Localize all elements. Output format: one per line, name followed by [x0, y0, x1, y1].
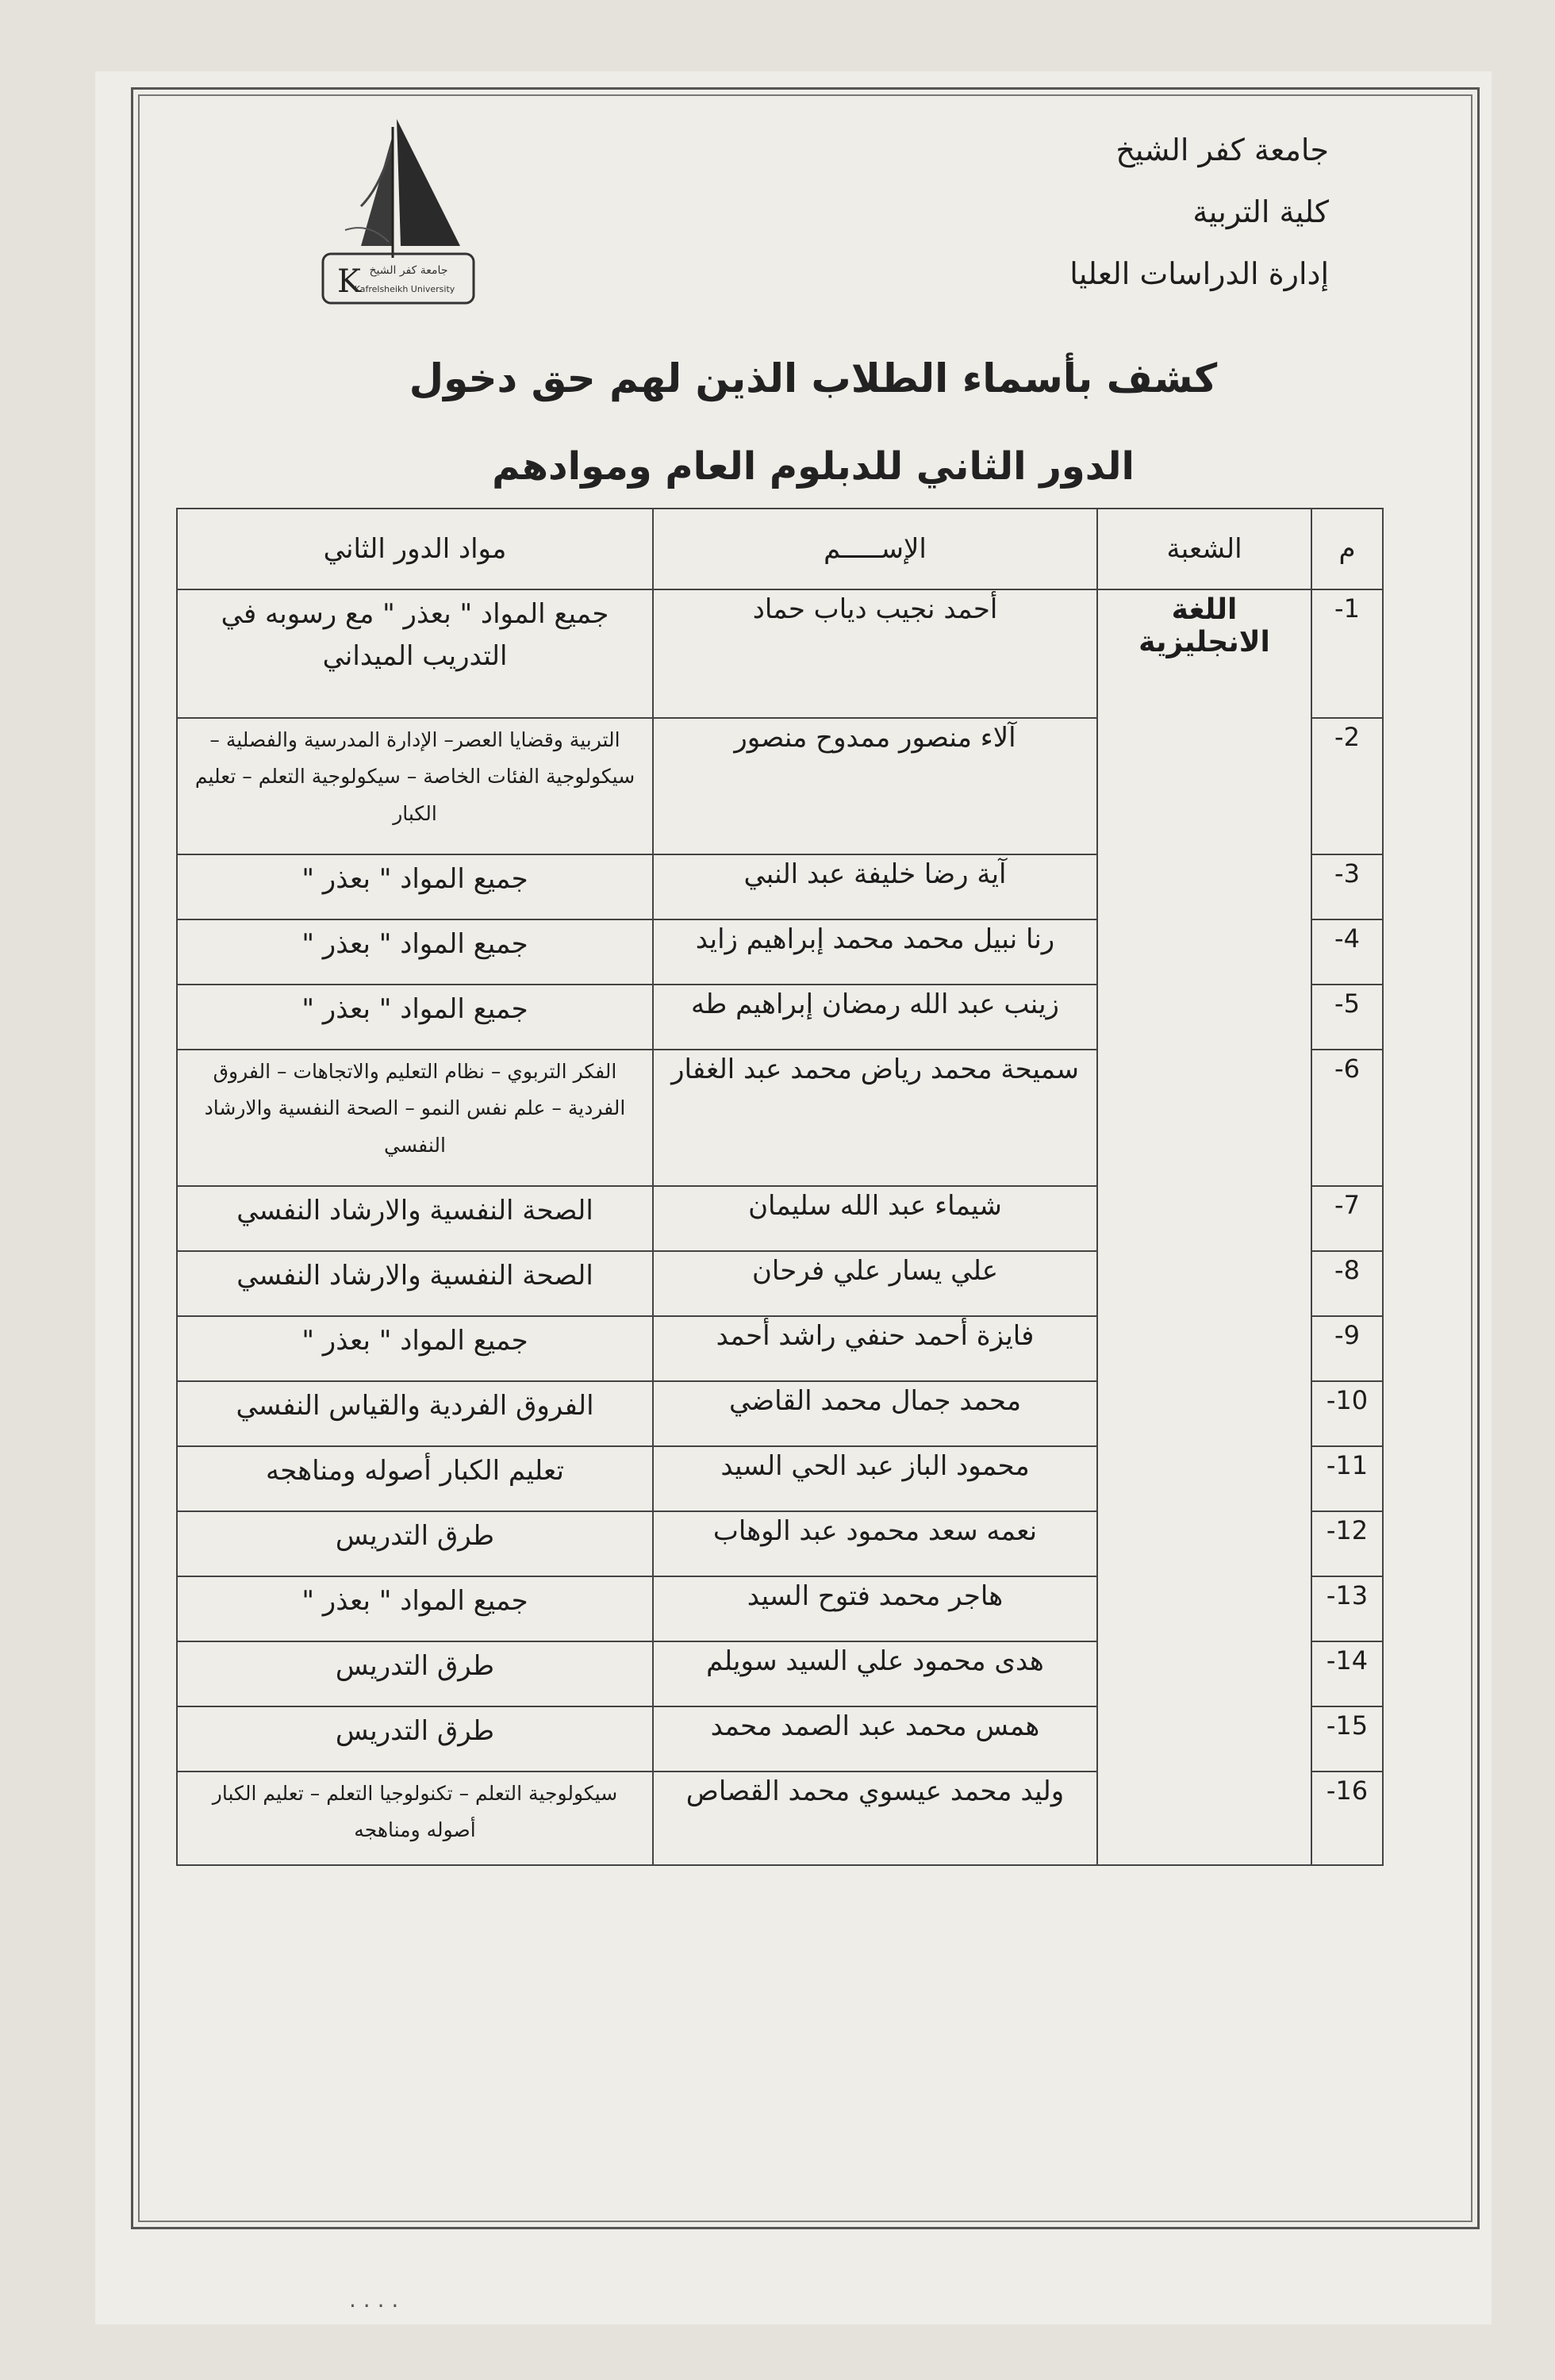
- department-name: إدارة الدراسات العليا: [1069, 256, 1329, 291]
- university-name: جامعة كفر الشيخ: [1115, 132, 1329, 167]
- student-name: سميحة محمد رياض محمد عبد الغفار: [653, 1050, 1097, 1186]
- student-name: هاجر محمد فتوح السيد: [653, 1576, 1097, 1641]
- second-round-subjects: طرق التدريس: [177, 1706, 653, 1772]
- row-number: 6-: [1311, 1050, 1383, 1186]
- row-number: 9-: [1311, 1316, 1383, 1381]
- second-round-subjects: جميع المواد " بعذر ": [177, 985, 653, 1050]
- student-name: علي يسار علي فرحان: [653, 1251, 1097, 1316]
- header-subjects: مواد الدور الثاني: [177, 509, 653, 589]
- header-number: م: [1311, 509, 1383, 589]
- student-name: شيماء عبد الله سليمان: [653, 1186, 1097, 1251]
- table-header-row: [177, 509, 1383, 589]
- second-round-subjects: جميع المواد " بعذر ": [177, 1316, 653, 1381]
- student-name: أحمد نجيب دياب حماد: [653, 589, 1097, 718]
- student-name: رنا نبيل محمد محمد إبراهيم زايد: [653, 919, 1097, 985]
- student-name: نعمه سعد محمود عبد الوهاب: [653, 1511, 1097, 1576]
- row-number: 7-: [1311, 1186, 1383, 1251]
- faculty-name: كلية التربية: [1192, 194, 1329, 229]
- university-logo: [313, 111, 484, 313]
- table-row: [177, 589, 1383, 718]
- letterhead: [916, 119, 1329, 305]
- svg-text:K: K: [337, 263, 361, 300]
- row-number: 2-: [1311, 718, 1383, 854]
- student-name: زينب عبد الله رمضان إبراهيم طه: [653, 985, 1097, 1050]
- row-number: 12-: [1311, 1511, 1383, 1576]
- footer-dots: . . . .: [349, 2286, 399, 2313]
- row-number: 1-: [1311, 589, 1383, 718]
- student-name: فايزة أحمد حنفي راشد أحمد: [653, 1316, 1097, 1381]
- second-round-subjects: الفكر التربوي – نظام التعليم والاتجاهات – الفروق الفردية – علم نفس النمو – الصحة النفسية والارشاد النفسي: [177, 1050, 653, 1186]
- student-name: محمد جمال محمد القاضي: [653, 1381, 1097, 1446]
- second-round-subjects: تعليم الكبار أصوله ومناهجه: [177, 1446, 653, 1511]
- department-cell: اللغة الانجليزية: [1097, 589, 1311, 1865]
- row-number: 10-: [1311, 1381, 1383, 1446]
- student-name: هدى محمود علي السيد سويلم: [653, 1641, 1097, 1706]
- document-subtitle: الدور الثاني للدبلوم العام وموادهم: [492, 444, 1135, 489]
- student-name: آلاء منصور ممدوح منصور: [653, 718, 1097, 854]
- row-number: 5-: [1311, 985, 1383, 1050]
- header-department: الشعبة: [1097, 509, 1311, 589]
- row-number: 11-: [1311, 1446, 1383, 1511]
- second-round-subjects: سيكولوجية التعلم – تكنولوجيا التعلم – تعليم الكبار أصوله ومناهجه: [177, 1772, 653, 1865]
- row-number: 3-: [1311, 854, 1383, 919]
- row-number: 13-: [1311, 1576, 1383, 1641]
- svg-text:جامعة كفر الشيخ: جامعة كفر الشيخ: [369, 264, 448, 277]
- second-round-subjects: الصحة النفسية والارشاد النفسي: [177, 1186, 653, 1251]
- student-name: آية رضا خليفة عبد النبي: [653, 854, 1097, 919]
- document-title: كشف بأسماء الطلاب الذين لهم حق دخول: [409, 355, 1218, 401]
- second-round-subjects: جميع المواد " بعذر ": [177, 919, 653, 985]
- row-number: 4-: [1311, 919, 1383, 985]
- second-round-subjects: طرق التدريس: [177, 1511, 653, 1576]
- student-name: وليد محمد عيسوي محمد القصاص: [653, 1772, 1097, 1865]
- svg-text:Kafrelsheikh University: Kafrelsheikh University: [354, 284, 455, 294]
- second-round-subjects: جميع المواد " بعذر ": [177, 854, 653, 919]
- second-round-subjects: طرق التدريس: [177, 1641, 653, 1706]
- row-number: 16-: [1311, 1772, 1383, 1865]
- second-round-subjects: الفروق الفردية والقياس النفسي: [177, 1381, 653, 1446]
- students-table: [176, 508, 1384, 1866]
- row-number: 14-: [1311, 1641, 1383, 1706]
- student-name: محمود الباز عبد الحي السيد: [653, 1446, 1097, 1511]
- second-round-subjects: التربية وقضايا العصر– الإدارة المدرسية والفصلية – سيكولوجية الفئات الخاصة – سيكولوجية التعلم – تعليم الكبار: [177, 718, 653, 854]
- row-number: 8-: [1311, 1251, 1383, 1316]
- row-number: 15-: [1311, 1706, 1383, 1772]
- second-round-subjects: الصحة النفسية والارشاد النفسي: [177, 1251, 653, 1316]
- second-round-subjects: جميع المواد " بعذر " مع رسوبه في التدريب الميداني: [177, 589, 653, 718]
- header-name: الإســـــم: [653, 509, 1097, 589]
- second-round-subjects: جميع المواد " بعذر ": [177, 1576, 653, 1641]
- student-name: همس محمد عبد الصمد محمد: [653, 1706, 1097, 1772]
